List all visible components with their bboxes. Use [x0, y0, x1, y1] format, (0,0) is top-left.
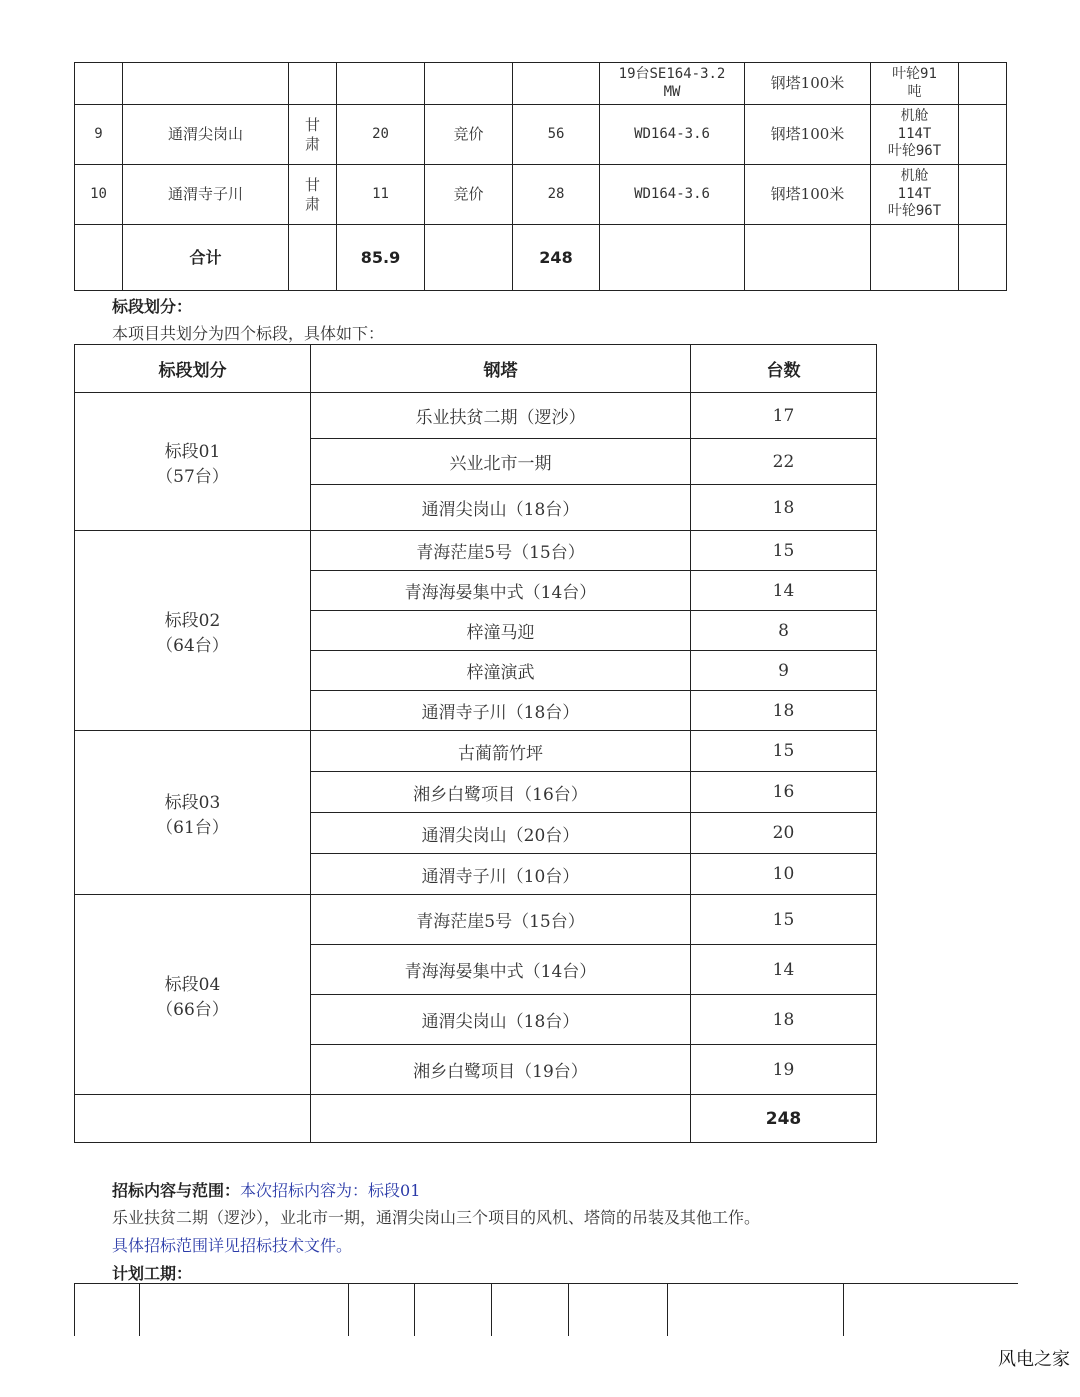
tower-name: 通渭寺子川（10台）	[311, 854, 691, 895]
row-number: 10	[75, 165, 123, 225]
capacity-cell: 20	[337, 105, 425, 165]
note-cell: 叶轮91 吨	[871, 63, 959, 105]
table-row	[75, 63, 1007, 105]
tower-cell: 钢塔100米	[745, 165, 871, 225]
tower-name: 通渭尖岗山（20台）	[311, 813, 691, 854]
tower-name: 乐业扶贫二期（逻沙）	[311, 393, 691, 439]
section-group-01: 标段01 （57台）	[75, 393, 311, 531]
unit-count: 8	[691, 611, 877, 651]
unit-count: 14	[691, 571, 877, 611]
unit-count: 18	[691, 995, 877, 1045]
unit-count: 15	[691, 731, 877, 772]
capacity-cell: 11	[337, 165, 425, 225]
province-cell: 甘 肃	[289, 105, 337, 165]
header-count: 台数	[691, 345, 877, 393]
model-cell: WD164-3.6	[600, 165, 745, 225]
province-cell: 甘 肃	[289, 165, 337, 225]
tower-name: 通渭尖岗山（18台）	[311, 485, 691, 531]
unit-count: 15	[691, 895, 877, 945]
tender-label: 招标内容与范围：	[112, 1181, 241, 1200]
model-cell: 19台SE164-3.2 MW	[600, 63, 745, 105]
project-name: 通渭尖岗山	[123, 105, 289, 165]
section-table	[74, 344, 877, 1143]
unit-count: 18	[691, 691, 877, 731]
unit-count: 19	[691, 1045, 877, 1095]
section-group-04: 标段04 （66台）	[75, 895, 311, 1095]
row-number: 9	[75, 105, 123, 165]
section-group-03: 标段03 （61台）	[75, 731, 311, 895]
total-units: 248	[513, 225, 600, 291]
table-row	[75, 731, 877, 772]
section-group-02: 标段02 （64台）	[75, 531, 311, 731]
unit-count: 20	[691, 813, 877, 854]
tower-name: 青海海晏集中式（14台）	[311, 571, 691, 611]
total-row	[75, 1095, 877, 1143]
tender-scope-note: 具体招标范围详见招标技术文件。	[112, 1236, 353, 1255]
units-cell: 56	[513, 105, 600, 165]
unit-count: 16	[691, 772, 877, 813]
header-row	[75, 345, 877, 393]
tower-cell: 钢塔100米	[745, 105, 871, 165]
tower-name: 梓潼演武	[311, 651, 691, 691]
tower-name: 兴业北市一期	[311, 439, 691, 485]
tower-name: 通渭寺子川（18台）	[311, 691, 691, 731]
header-tower: 钢塔	[311, 345, 691, 393]
tower-cell: 钢塔100米	[745, 63, 871, 105]
turbine-table	[74, 62, 1007, 291]
unit-count: 15	[691, 531, 877, 571]
table-row	[75, 531, 877, 571]
tower-name: 梓潼马迎	[311, 611, 691, 651]
schedule-table-partial	[74, 1283, 1018, 1336]
unit-count: 14	[691, 945, 877, 995]
method-cell: 竞价	[425, 165, 513, 225]
header-section: 标段划分	[75, 345, 311, 393]
total-label: 合计	[123, 225, 289, 291]
tower-name: 古蔺箭竹坪	[311, 731, 691, 772]
units-cell: 28	[513, 165, 600, 225]
total-count: 248	[691, 1095, 877, 1143]
note-cell: 机舱 114T 叶轮96T	[871, 165, 959, 225]
tower-name: 青海海晏集中式（14台）	[311, 945, 691, 995]
tower-name: 通渭尖岗山（18台）	[311, 995, 691, 1045]
tender-lead: 本次招标内容为：标段01	[240, 1181, 421, 1200]
watermark: 风电之家	[998, 1349, 1070, 1370]
schedule-label: 计划工期：	[112, 1264, 193, 1283]
project-name: 通渭寺子川	[123, 165, 289, 225]
unit-count: 9	[691, 651, 877, 691]
tower-name: 湘乡白鹭项目（16台）	[311, 772, 691, 813]
unit-count: 17	[691, 393, 877, 439]
unit-count: 22	[691, 439, 877, 485]
section-heading: 标段划分：	[112, 297, 193, 316]
tower-name: 青海茫崖5号（15台）	[311, 895, 691, 945]
tender-paragraph	[112, 1178, 420, 1201]
tower-name: 青海茫崖5号（15台）	[311, 531, 691, 571]
section-intro: 本项目共划分为四个标段，具体如下：	[112, 324, 385, 343]
table-row	[75, 393, 877, 439]
table-row	[75, 105, 1007, 165]
total-capacity: 85.9	[337, 225, 425, 291]
tender-scope-line: 乐业扶贫二期（逻沙），业北市一期，通渭尖岗山三个项目的风机、塔筒的吊装及其他工作。	[112, 1208, 761, 1227]
model-cell: WD164-3.6	[600, 105, 745, 165]
tower-name: 湘乡白鹭项目（19台）	[311, 1045, 691, 1095]
unit-count: 18	[691, 485, 877, 531]
table-row	[75, 895, 877, 945]
table-row	[75, 165, 1007, 225]
method-cell: 竞价	[425, 105, 513, 165]
total-row	[75, 225, 1007, 291]
unit-count: 10	[691, 854, 877, 895]
note-cell: 机舱 114T 叶轮96T	[871, 105, 959, 165]
